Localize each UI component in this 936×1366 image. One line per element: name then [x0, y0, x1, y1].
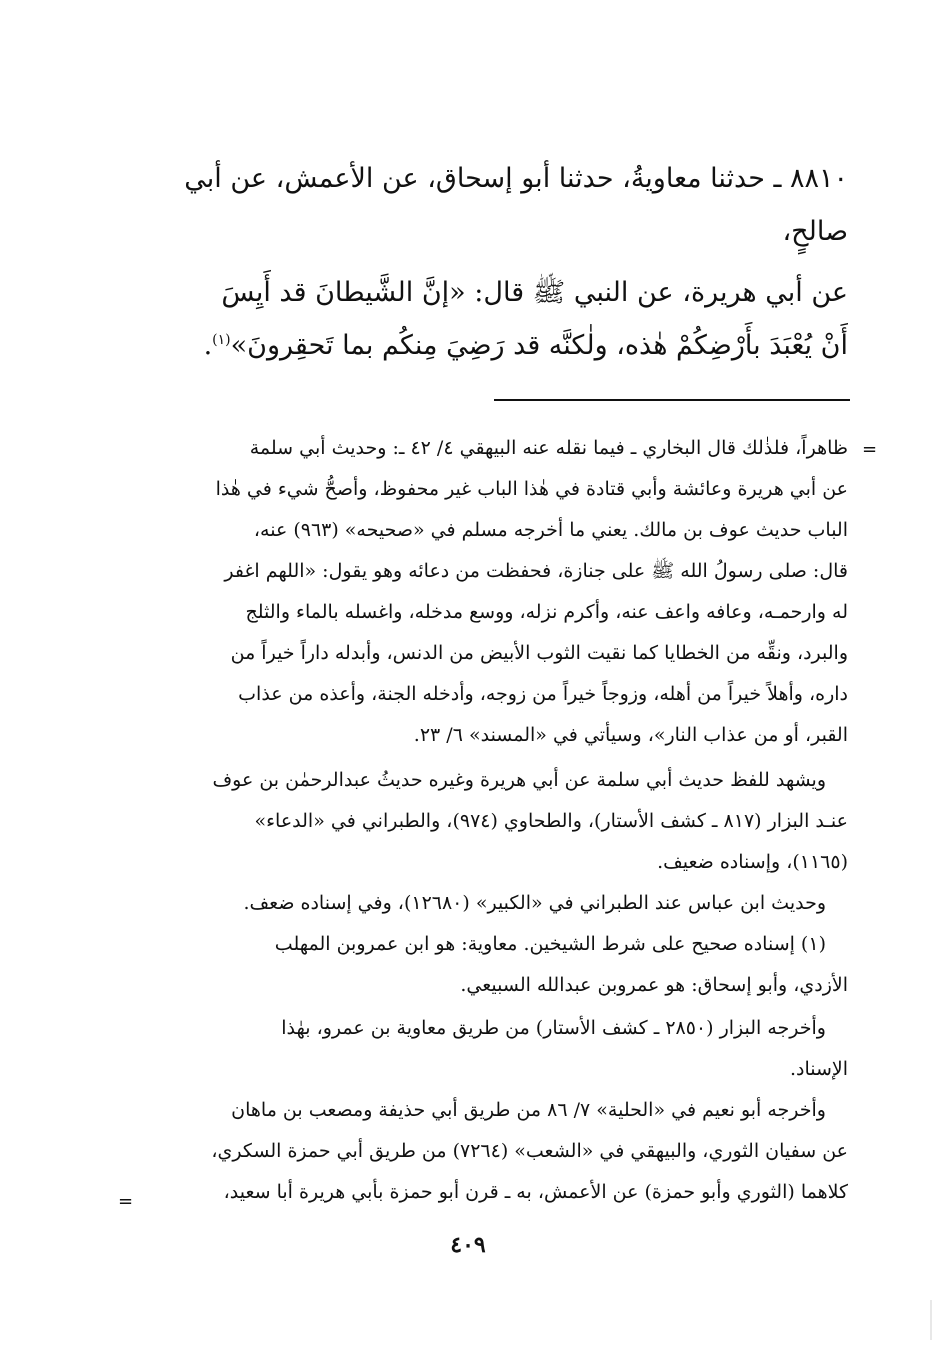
footnote-line: كلاهما (الثوري وأبو حمزة) عن الأعمش، به ـ قرن أبو حمزة بأبي هريرة أبا سعيد،: [223, 1181, 848, 1203]
footnote-line: وأخرجه أبو نعيم في «الحلية» ٧/ ٨٦ من طريق أبي حذيفة ومصعب بن ماهان: [231, 1099, 826, 1121]
footnote-line: (١) إسناده صحيح على شرط الشيخين. معاوية: هو ابن عمروبن المهلب: [274, 933, 826, 955]
footnote-line: (١١٦٥)، وإسناده ضعيف.: [657, 851, 848, 873]
hadith-line-3: عن أبي هريرة، عن النبي ﷺ قال: «إنَّ الشَّيطانَ قد أَيِسَ: [221, 277, 848, 308]
hadith-line-4-end: .: [203, 330, 213, 361]
hadith-text: [148, 152, 848, 372]
footnote-line: عن سفيان الثوري، والبيهقي في «الشعب» (٧٢٦٤) من طريق أبي حمزة السكري،: [211, 1140, 848, 1162]
footnote-line: الباب حديث عوف بن مالك. يعني ما أخرجه مسلم في «صحيحه» (٩٦٣) عنه،: [253, 519, 848, 541]
footnote-line: الأزدي، وأبو إسحاق: هو عمروبن عبدالله السبيعي.: [460, 974, 848, 996]
scan-edge-mark: [930, 1300, 932, 1340]
page-number: ٤٠٩: [450, 1232, 486, 1258]
hadith-line-4-text: أَنْ يُعْبَدَ بأَرْضِكُمْ هٰذه، ولٰكنَّه قد رَضِيَ مِنكُم بما تَحقِرونَ»: [230, 330, 848, 361]
footnote-line: القبر، أو من عذاب النار»، وسيأتي في «المسند» ٦/ ٢٣.: [413, 724, 848, 746]
footnote-line: له وارحمـه، وعافه واعف عنه، وأكرم نزله، ووسع مدخله، واغسله بالماء والثلج: [245, 601, 848, 623]
footnote-line: داره، وأهلاً خيراً من أهله، وزوجاً خيراً من زوجه، وأدخله الجنة، وأعذه من عذاب: [238, 683, 848, 705]
footnote-line: والبرد، ونقِّه من الخطايا كما نقيت الثوب الأبيض من الدنس، وأبدله داراً خيراً من: [230, 642, 848, 664]
footnote-line: قال: صلى رسولُ الله ﷺ على جنازة، فحفظت من دعائه وهو يقول: «اللهم اغفر: [224, 560, 848, 582]
footnote-line: عنـد البزار (٨١٧ ـ كشف الأستار)، والطحاوي (٩٧٤)، والطبراني في «الدعاء»: [254, 810, 848, 832]
hadith-line-1: ٨٨١٠ ـ حدثنا معاويةُ، حدثنا أبو إسحاق، عن الأعمش، عن أبي: [184, 163, 848, 194]
footnote-line: ويشهد للفظ حديث أبي سلمة عن أبي هريرة وغيره حديثُ عبدالرحمٰن بن عوف: [212, 769, 826, 791]
hadith-line-2: صالحٍ،: [782, 216, 848, 247]
footnote-line: عن أبي هريرة وعائشة وأبي قتادة في هٰذا الباب غير محفوظ، وأصحُّ شيء في هٰذا: [215, 478, 848, 500]
continuation-mark-bottom: =: [118, 1191, 134, 1212]
footnote-line: الإسناد.: [789, 1058, 848, 1080]
footnote-divider: [494, 399, 850, 401]
footnote-line: وحديث ابن عباس عند الطبراني في «الكبير» (١٢٦٨٠)، وفي إسناده ضعف.: [243, 892, 826, 914]
hadith-line-4: [148, 319, 848, 372]
footnote-reference: (١): [212, 332, 231, 348]
footnote-line: ظاهراً، فلذٰلك قال البخاري ـ فيما نقله عنه البيهقي ٤/ ٤٢ ـ: وحديث أبي سلمة: [249, 437, 848, 459]
continuation-mark-top: =: [862, 439, 878, 460]
footnote-line: وأخرجه البزار (٢٨٥٠ ـ كشف الأستار) من طريق معاوية بن عمرو، بهٰذا: [281, 1017, 826, 1039]
